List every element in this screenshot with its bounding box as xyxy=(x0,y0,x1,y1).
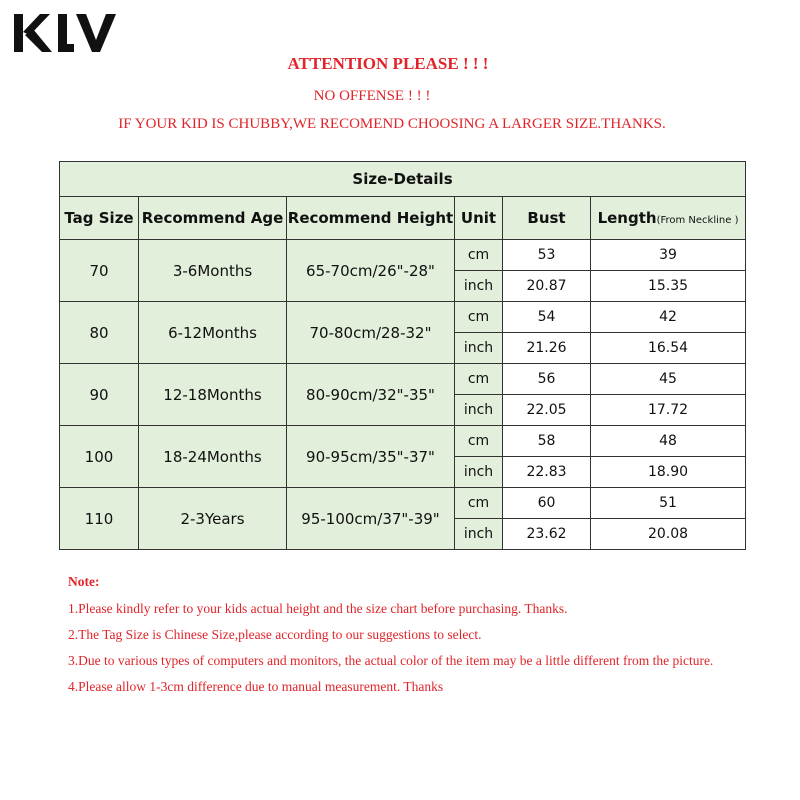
bust-cell: 21.26 xyxy=(503,333,591,364)
bust-cell: 20.87 xyxy=(503,271,591,302)
unit-cell: cm xyxy=(455,240,503,271)
unit-cell: cm xyxy=(455,364,503,395)
header-length xyxy=(591,197,746,240)
height-cell: 80-90cm/32"-35" xyxy=(287,364,455,426)
table-header-row xyxy=(60,197,746,240)
header-length-note: (From Neckline ) xyxy=(656,215,739,226)
tag-size-cell: 80 xyxy=(60,302,139,364)
table-row xyxy=(60,488,746,519)
table-title-row xyxy=(60,162,746,197)
header-length-label: Length xyxy=(597,209,657,227)
unit-cell: inch xyxy=(455,519,503,550)
length-cell: 39 xyxy=(591,240,746,271)
length-cell: 15.35 xyxy=(591,271,746,302)
bust-cell: 53 xyxy=(503,240,591,271)
table-row xyxy=(60,364,746,395)
size-table xyxy=(59,161,746,550)
unit-cell: inch xyxy=(455,333,503,364)
age-cell: 6-12Months xyxy=(139,302,287,364)
age-cell: 18-24Months xyxy=(139,426,287,488)
height-cell: 70-80cm/28-32" xyxy=(287,302,455,364)
age-cell: 12-18Months xyxy=(139,364,287,426)
unit-cell: cm xyxy=(455,426,503,457)
notes-title: Note: xyxy=(68,574,100,589)
height-cell: 65-70cm/26"-28" xyxy=(287,240,455,302)
table-row xyxy=(60,302,746,333)
length-cell: 17.72 xyxy=(591,395,746,426)
header-recommend-height: Recommend Height xyxy=(287,197,455,240)
tag-size-cell: 90 xyxy=(60,364,139,426)
no-offense-text: NO OFFENSE ! ! ! xyxy=(313,88,431,104)
note-item: 3.Due to various types of computers and monitors, the actual color of the item may be a little different from the picture. xyxy=(68,653,714,668)
length-cell: 18.90 xyxy=(591,457,746,488)
length-cell: 20.08 xyxy=(591,519,746,550)
bust-cell: 56 xyxy=(503,364,591,395)
unit-cell: cm xyxy=(455,302,503,333)
bust-cell: 23.62 xyxy=(503,519,591,550)
chubby-advice-text: IF YOUR KID IS CHUBBY,WE RECOMEND CHOOSING A LARGER SIZE.THANKS. xyxy=(118,116,666,132)
age-cell: 3-6Months xyxy=(139,240,287,302)
notes-section xyxy=(68,574,713,704)
attention-title: ATTENTION PLEASE ! ! ! xyxy=(287,54,489,73)
tag-size-cell: 100 xyxy=(60,426,139,488)
length-cell: 48 xyxy=(591,426,746,457)
header-bust: Bust xyxy=(503,197,591,240)
tag-size-cell: 110 xyxy=(60,488,139,550)
brand-logo xyxy=(12,10,116,56)
unit-cell: inch xyxy=(455,395,503,426)
bust-cell: 22.83 xyxy=(503,457,591,488)
note-item: 2.The Tag Size is Chinese Size,please according to our suggestions to select. xyxy=(68,627,482,642)
table-title: Size-Details xyxy=(60,162,746,197)
tag-size-cell: 70 xyxy=(60,240,139,302)
height-cell: 90-95cm/35"-37" xyxy=(287,426,455,488)
bust-cell: 60 xyxy=(503,488,591,519)
table-row xyxy=(60,240,746,271)
length-cell: 42 xyxy=(591,302,746,333)
length-cell: 45 xyxy=(591,364,746,395)
header-recommend-age: Recommend Age xyxy=(139,197,287,240)
height-cell: 95-100cm/37"-39" xyxy=(287,488,455,550)
age-cell: 2-3Years xyxy=(139,488,287,550)
length-cell: 51 xyxy=(591,488,746,519)
header-unit: Unit xyxy=(455,197,503,240)
table-row xyxy=(60,426,746,457)
bust-cell: 58 xyxy=(503,426,591,457)
bust-cell: 54 xyxy=(503,302,591,333)
header-tag-size: Tag Size xyxy=(60,197,139,240)
unit-cell: cm xyxy=(455,488,503,519)
note-item: 1.Please kindly refer to your kids actual height and the size chart before purchasing. Thanks. xyxy=(68,601,568,616)
unit-cell: inch xyxy=(455,457,503,488)
unit-cell: inch xyxy=(455,271,503,302)
bust-cell: 22.05 xyxy=(503,395,591,426)
length-cell: 16.54 xyxy=(591,333,746,364)
note-item: 4.Please allow 1-3cm difference due to manual measurement. Thanks xyxy=(68,679,444,694)
